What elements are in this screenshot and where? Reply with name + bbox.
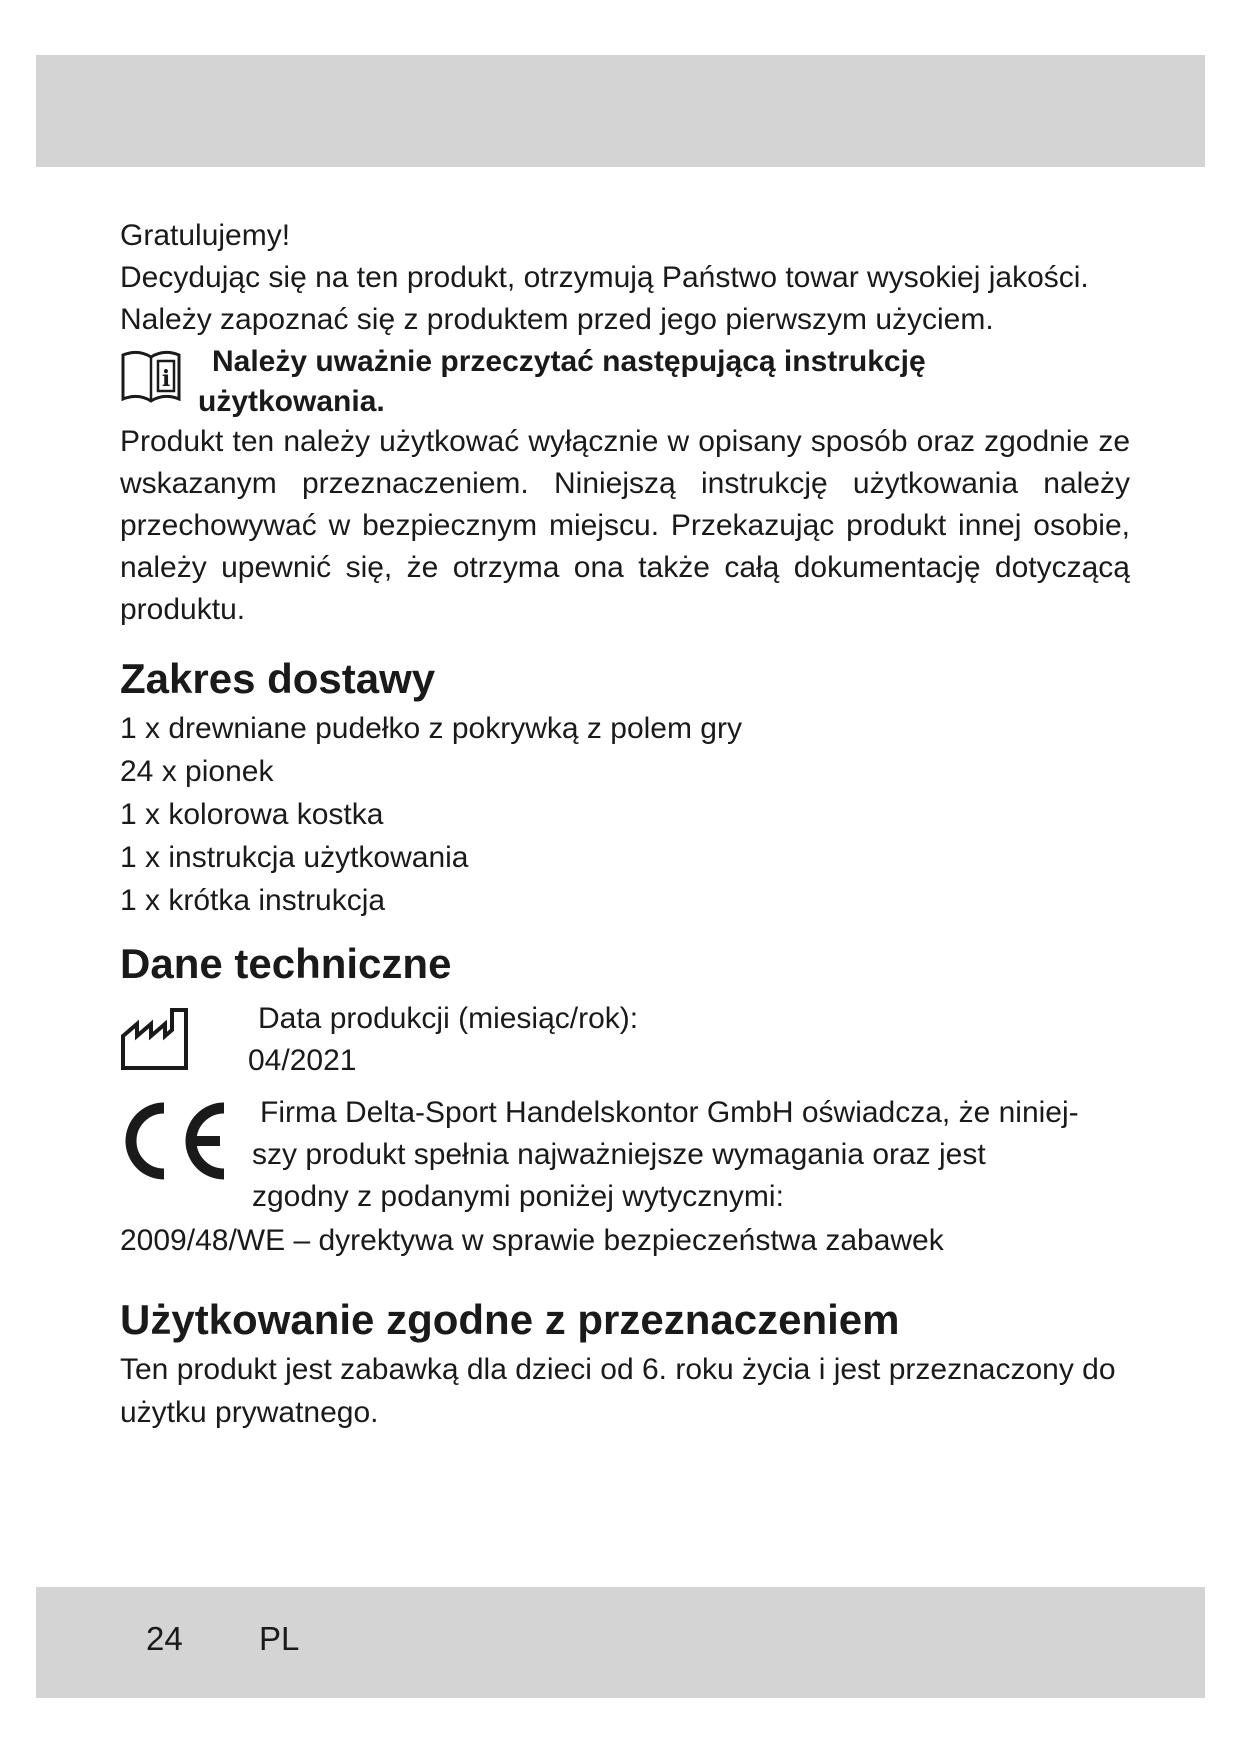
manufacture-date-icon: [120, 1006, 194, 1072]
production-date-value: 04/2021: [248, 1044, 357, 1077]
list-item: 1 x krótka instrukcja: [120, 884, 386, 917]
page-content: [120, 215, 1130, 1434]
list-item: 1 x drewniane pudełko z pokrywką z polem gry: [120, 712, 742, 745]
technical-heading: Dane techniczne: [120, 940, 452, 987]
ce-text: [252, 1092, 1130, 1218]
ce-declaration: [120, 1092, 1130, 1220]
intro-line-2: Należy zapoznać się z produktem przed jego pierwszym użyciem.: [120, 303, 994, 336]
supply-list: [120, 707, 1130, 922]
ce-line-2: szy produkt spełnia najważniejsze wymagania oraz jest: [252, 1138, 986, 1171]
svg-text:i: i: [161, 366, 171, 392]
page-number: 24: [146, 1620, 183, 1657]
list-item: 24 x pionek: [120, 755, 274, 788]
intro-paragraph: Produkt ten należy użytkować wyłącznie w opisany sposób oraz zgodnie ze wskazanym przeznaczeniem. Niniejszą instrukcję użytkowania należy przechowywać w bezpiecznym miejscu. Przekazując produkt innej osobie, należy upewnić się, że otrzyma ona także całą dokumentację dotyczącą produktu.: [120, 425, 1130, 626]
ce-mark-icon: [120, 1100, 232, 1182]
warning-line-1: Należy uważnie przeczytać następującą instrukcję: [212, 345, 926, 378]
supply-heading: Zakres dostawy: [120, 655, 436, 702]
header-band: [36, 55, 1205, 167]
ce-line-1: Firma Delta-Sport Handelskontor GmbH oświadcza, że niniej-: [260, 1096, 1079, 1129]
directive: 2009/48/WE – dyrektywa w sprawie bezpieczeństwa zabawek: [120, 1224, 944, 1257]
production-date: [120, 998, 1130, 1092]
ce-line-3: zgodny z podanymi poniżej wytycznymi:: [252, 1180, 784, 1213]
footer-band: [36, 1587, 1205, 1698]
language-code: PL: [259, 1620, 300, 1657]
warning-notice: [120, 341, 1130, 421]
info-book-icon: [120, 349, 182, 405]
intended-use-text: Ten produkt jest zabawką dla dzieci od 6. roku życia i jest przeznaczony do użytku prywatnego.: [120, 1353, 1116, 1429]
list-item: 1 x kolorowa kostka: [120, 798, 384, 831]
intro-line-1: Decydując się na ten produkt, otrzymują Państwo towar wysokiej jakości.: [120, 261, 1089, 294]
greeting: Gratulujemy!: [120, 219, 291, 252]
list-item: 1 x instrukcja użytkowania: [120, 841, 469, 874]
warning-line-2: użytkowania.: [198, 385, 385, 418]
production-date-label: Data produkcji (miesiąc/rok):: [258, 1002, 639, 1035]
intended-use-heading: Użytkowanie zgodne z przeznaczeniem: [120, 1296, 900, 1343]
